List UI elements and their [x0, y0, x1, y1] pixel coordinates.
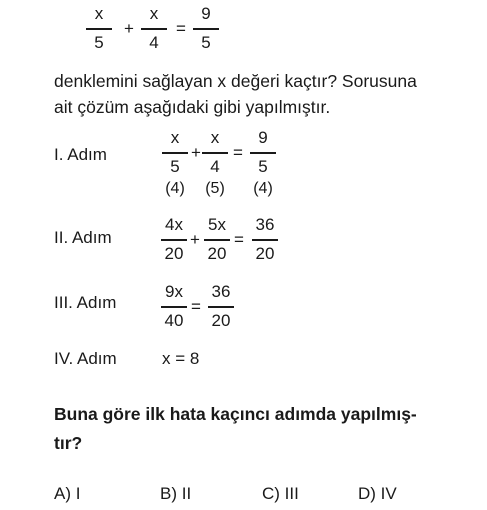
numerator: x: [170, 128, 180, 147]
prompt-line-1: denklemini sağlayan x değeri kaçtır? Sorusuna: [54, 71, 417, 91]
plus-sign: +: [124, 19, 134, 38]
denominator: 20: [164, 243, 184, 263]
numerator: 36: [211, 282, 231, 301]
denominator: 4: [149, 32, 159, 52]
numerator: x: [94, 4, 104, 23]
equals-sign: =: [176, 19, 186, 38]
fraction: [161, 282, 187, 331]
numerator: 9: [258, 128, 268, 147]
denominator: 20: [255, 243, 275, 263]
denominator: 5: [94, 32, 104, 52]
denominator: 20: [207, 243, 227, 263]
fraction-bar: [208, 306, 234, 308]
denominator: 20: [211, 310, 231, 330]
fraction-bar: [161, 306, 187, 308]
fraction: [141, 4, 167, 53]
fraction-bar: [204, 239, 230, 241]
plus-sign: +: [191, 143, 201, 162]
fraction-bar: [250, 152, 276, 154]
numerator: x: [149, 4, 159, 23]
denominator: 40: [164, 310, 184, 330]
option-b[interactable]: B) II: [160, 484, 192, 503]
equals-sign: =: [234, 230, 244, 249]
option-d[interactable]: D) IV: [358, 484, 397, 503]
numerator: x: [210, 128, 220, 147]
fraction-bar: [202, 152, 228, 154]
multiplier: (5): [205, 180, 225, 197]
equals-sign: =: [233, 143, 243, 162]
fraction-bar: [86, 28, 112, 30]
fraction-bar: [141, 28, 167, 30]
step-1-label: I. Adım: [54, 145, 107, 164]
fraction: [86, 4, 112, 53]
step-4-expression: x = 8: [162, 349, 200, 368]
question-line-2: tır?: [54, 433, 83, 453]
fraction-bar: [162, 152, 188, 154]
fraction: [193, 4, 219, 53]
prompt-line-2: ait çözüm aşağıdaki gibi yapılmıştır.: [54, 97, 331, 117]
step-2-label: II. Adım: [54, 228, 112, 247]
step-4-label: IV. Adım: [54, 349, 117, 368]
question-line-1: Buna göre ilk hata kaçıncı adımda yapılmış-: [54, 404, 417, 424]
numerator: 5x: [208, 215, 226, 234]
fraction-bar: [193, 28, 219, 30]
denominator: 5: [170, 156, 180, 176]
plus-sign: +: [190, 230, 200, 249]
fraction: [161, 215, 187, 264]
numerator: 9x: [165, 282, 183, 301]
numerator: 36: [255, 215, 275, 234]
numerator: 4x: [165, 215, 183, 234]
fraction: [162, 128, 188, 177]
fraction: [208, 282, 234, 331]
fraction: [252, 215, 278, 264]
fraction: [202, 128, 228, 177]
denominator: 5: [258, 156, 268, 176]
equals-sign: =: [191, 297, 201, 316]
denominator: 4: [210, 156, 220, 176]
fraction-bar: [252, 239, 278, 241]
step-3-label: III. Adım: [54, 293, 117, 312]
option-a[interactable]: A) I: [54, 484, 81, 503]
fraction: [250, 128, 276, 177]
multiplier: (4): [253, 180, 273, 197]
option-c[interactable]: C) III: [262, 484, 299, 503]
denominator: 5: [201, 32, 211, 52]
multiplier: (4): [165, 180, 185, 197]
fraction: [204, 215, 230, 264]
fraction-bar: [161, 239, 187, 241]
numerator: 9: [201, 4, 211, 23]
